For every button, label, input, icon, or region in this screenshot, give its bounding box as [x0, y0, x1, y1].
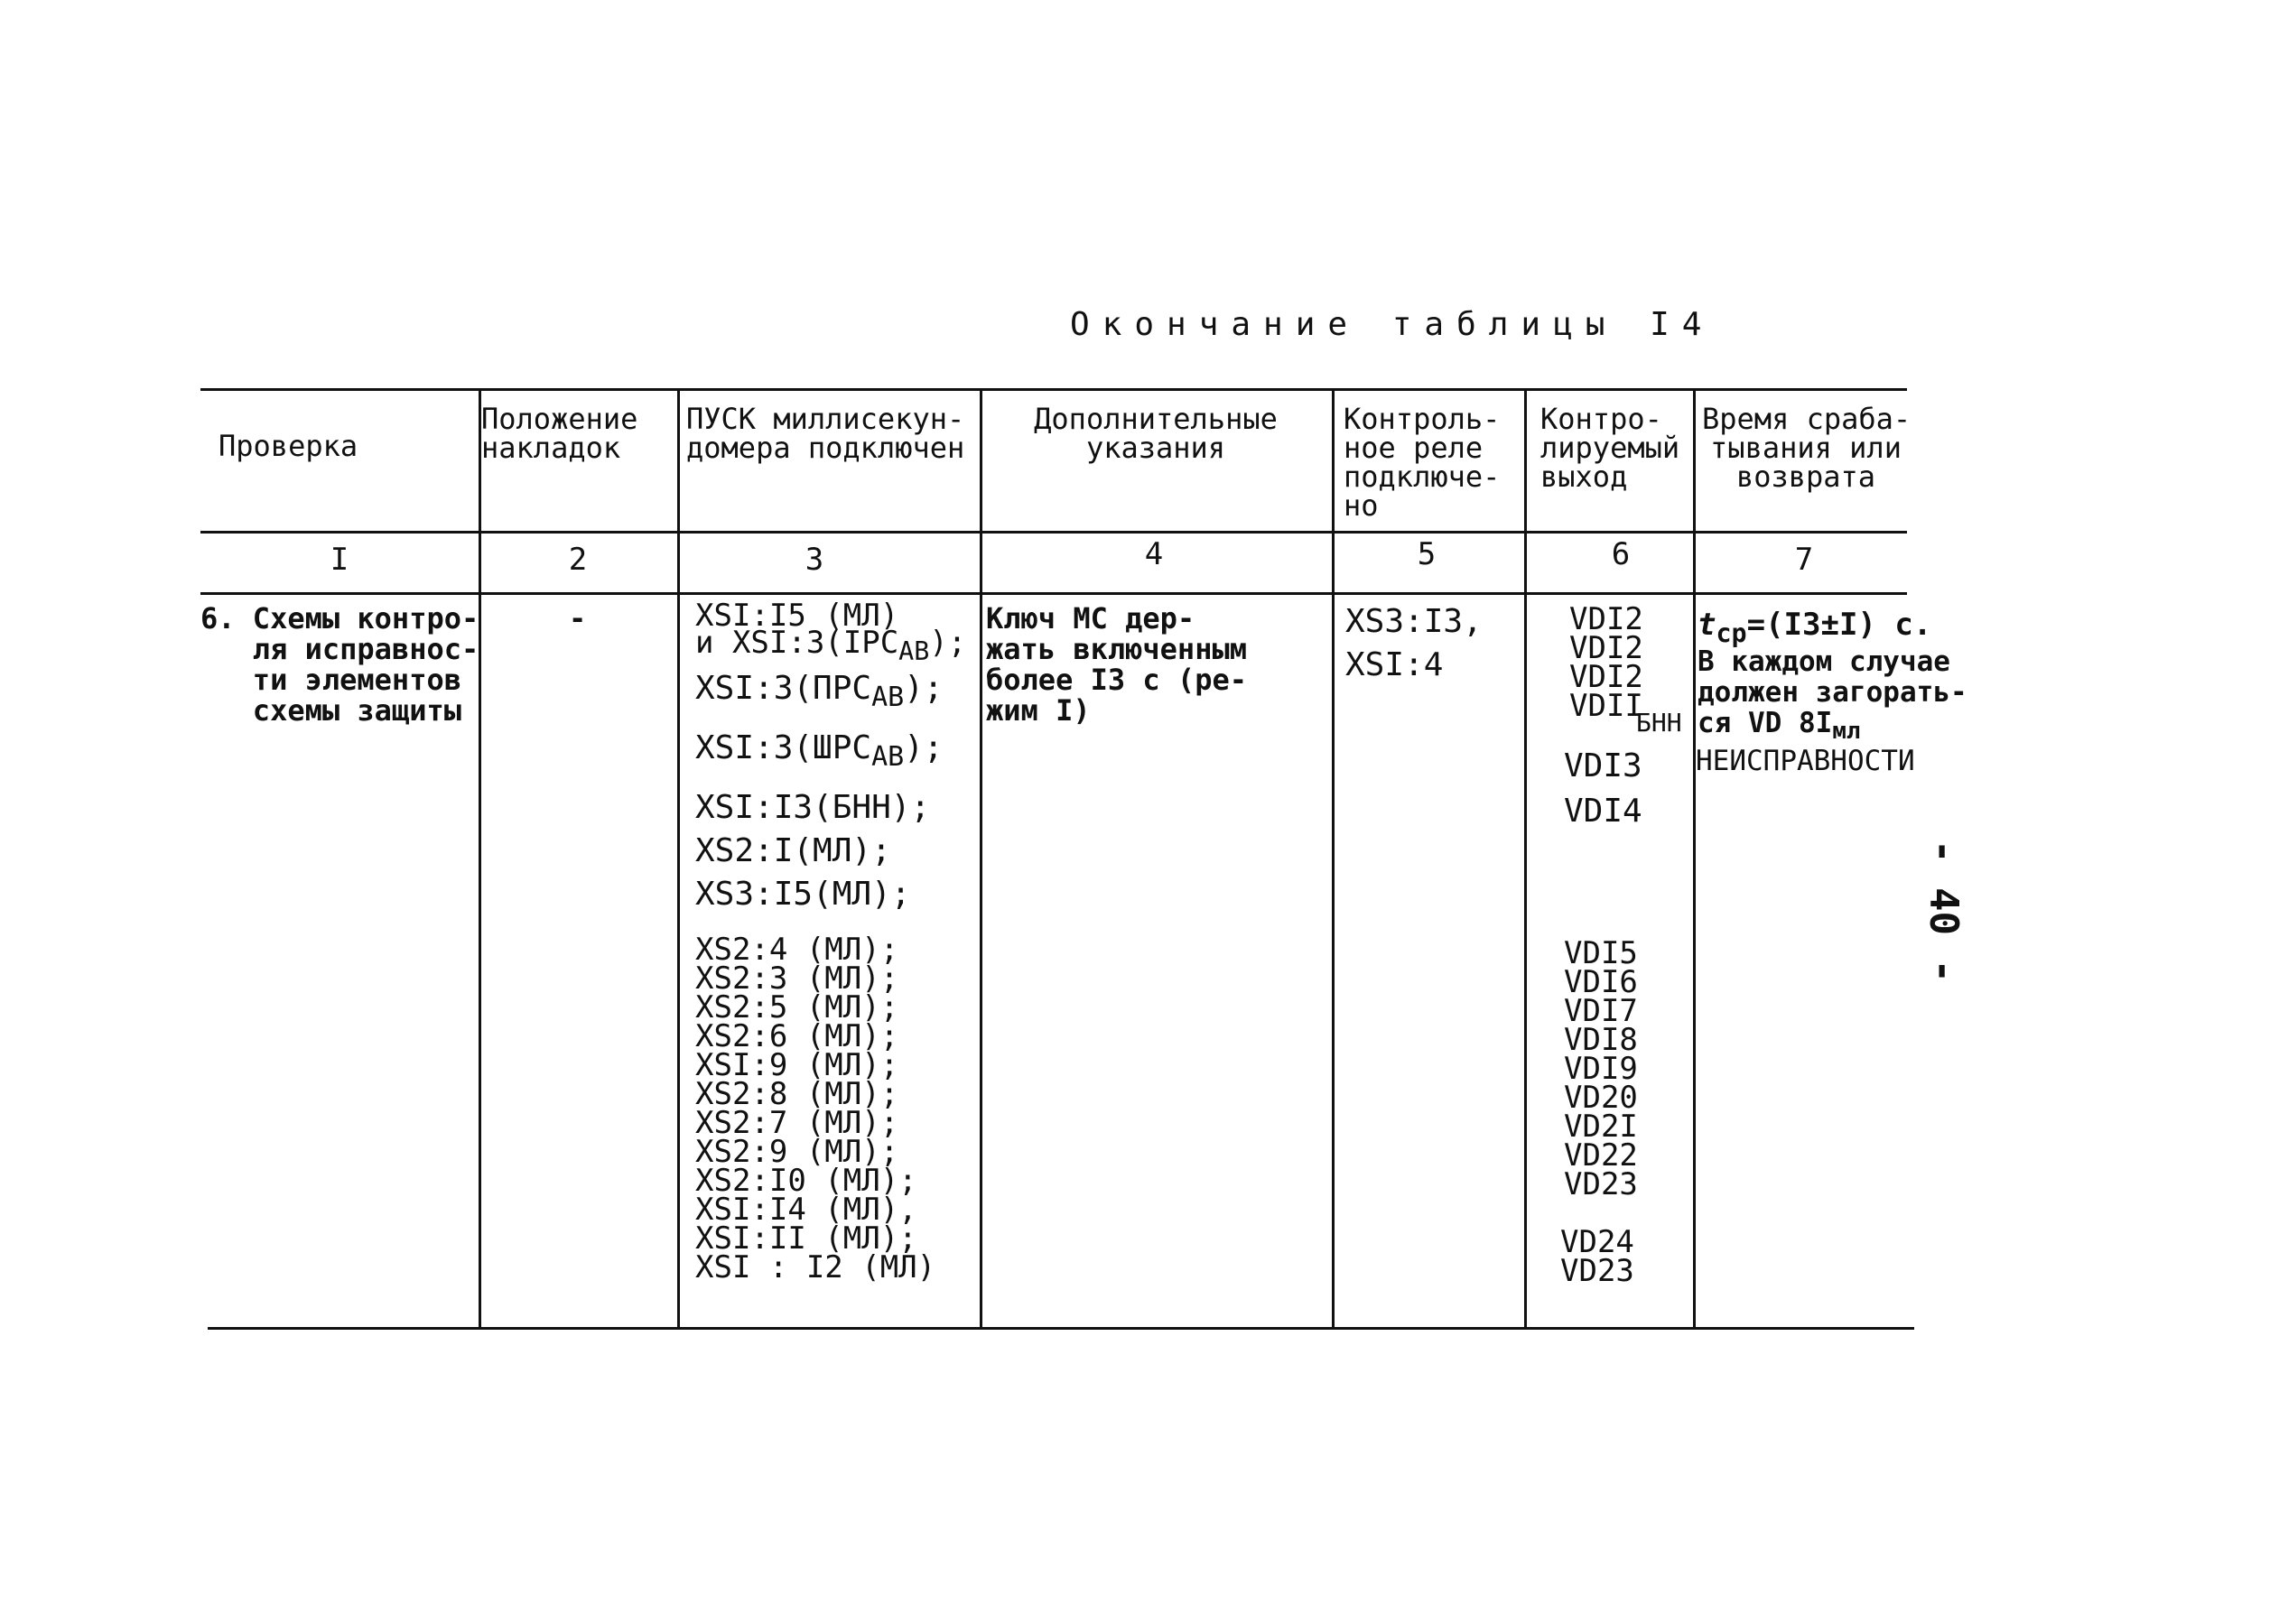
- header-position: Положение накладок: [481, 402, 638, 465]
- column-divider-1: [479, 388, 481, 1329]
- column-divider-4: [1332, 388, 1335, 1329]
- cell-check: 6. Схемы контро- ля исправнос- ти элементов схемы защиты: [200, 601, 479, 728]
- column-number-6: 6: [1611, 536, 1631, 572]
- start-text: );: [904, 729, 944, 766]
- time-symbol: t: [1698, 607, 1716, 643]
- header-output: Контро- лируемый выход: [1540, 402, 1680, 494]
- start-line: XSI:I5 (МЛ): [695, 598, 899, 634]
- page-number: - 40 -: [1921, 840, 1967, 983]
- cell-instructions: Ключ МС дер- жать включенным более I3 с (ре- жим I): [986, 601, 1247, 728]
- output-list: VD24 VD23: [1560, 1224, 1634, 1289]
- column-divider-6: [1693, 388, 1696, 1329]
- start-subscript: AB: [871, 682, 905, 714]
- header-instructions: Дополнительные указания: [1034, 402, 1278, 465]
- start-line: XSI:I3(БНН);: [695, 789, 931, 826]
- column-number-7: 7: [1794, 542, 1814, 578]
- output-list: VDI2 VDI2 VDI2 VDII: [1569, 601, 1643, 724]
- table-top-rule: [200, 388, 1907, 391]
- cell-relay-2: XSI:4: [1345, 646, 1444, 683]
- column-divider-3: [980, 388, 982, 1329]
- table-caption: Окончание таблицы I4: [1070, 306, 1715, 343]
- start-line: [695, 728, 944, 778]
- time-subscript: мл: [1832, 718, 1861, 746]
- column-divider-2: [677, 388, 680, 1329]
- cell-position: -: [569, 601, 587, 636]
- time-subscript: ср: [1716, 617, 1747, 648]
- time-text: ся VD 8I: [1698, 707, 1833, 739]
- column-number-1: I: [330, 542, 349, 578]
- start-text: );: [904, 670, 944, 707]
- output-line: VDI3: [1564, 747, 1642, 784]
- start-text: и XSI:3(IPC: [695, 625, 899, 661]
- cell-relay-1: XS3:I3,: [1345, 603, 1483, 640]
- start-line: XS3:I5(МЛ);: [695, 876, 911, 913]
- output-line: VDI4: [1564, 793, 1642, 830]
- column-number-5: 5: [1417, 536, 1437, 572]
- start-text: );: [929, 625, 967, 661]
- start-line: [695, 668, 944, 719]
- column-number-3: 3: [805, 542, 824, 578]
- start-text: XSI:3(ПРС: [695, 670, 872, 707]
- column-number-2: 2: [568, 542, 588, 578]
- header-relay: Контроль- ное реле подключе- но: [1344, 402, 1501, 523]
- output-subscript: БНН: [1636, 708, 1682, 738]
- start-line: [695, 625, 967, 666]
- start-line: XS2:I(МЛ);: [695, 832, 891, 869]
- start-text: XSI:3(ШРС: [695, 729, 872, 766]
- column-number-4: 4: [1144, 536, 1164, 572]
- numbers-bottom-rule: [200, 592, 1907, 595]
- start-subscript: AB: [898, 636, 930, 666]
- start-list: XS2:4 (МЛ); XS2:3 (МЛ); XS2:5 (МЛ); XS2:6 (МЛ); XSI:9 (МЛ); XS2:8 (МЛ); XS2:7 (МЛ); XS2:9 (МЛ); XS2:I0 (МЛ); XSI:I4 (МЛ), XSI:II (МЛ); XSI : I2 (МЛ): [695, 932, 936, 1285]
- output-list: VDI5 VDI6 VDI7 VDI8 VDI9 VD20 VD2I VD22 VD23: [1564, 935, 1638, 1202]
- column-divider-5: [1524, 388, 1527, 1329]
- time-note: В каждом случае должен загорать-: [1698, 645, 1967, 709]
- header-start: ПУСК миллисекун- домера подключен: [686, 402, 965, 465]
- header-time: Время сраба- тывания или возврата: [1702, 402, 1912, 494]
- time-formula: [1698, 607, 1931, 648]
- time-note: [1698, 708, 1860, 747]
- table-bottom-rule: [208, 1327, 1914, 1330]
- time-note: НЕИСПРАВНОСТИ: [1696, 745, 1915, 777]
- header-check: Проверка: [219, 429, 358, 463]
- time-value: =(I3±I) с.: [1746, 607, 1932, 643]
- start-subscript: AB: [871, 741, 905, 774]
- header-bottom-rule: [200, 531, 1907, 534]
